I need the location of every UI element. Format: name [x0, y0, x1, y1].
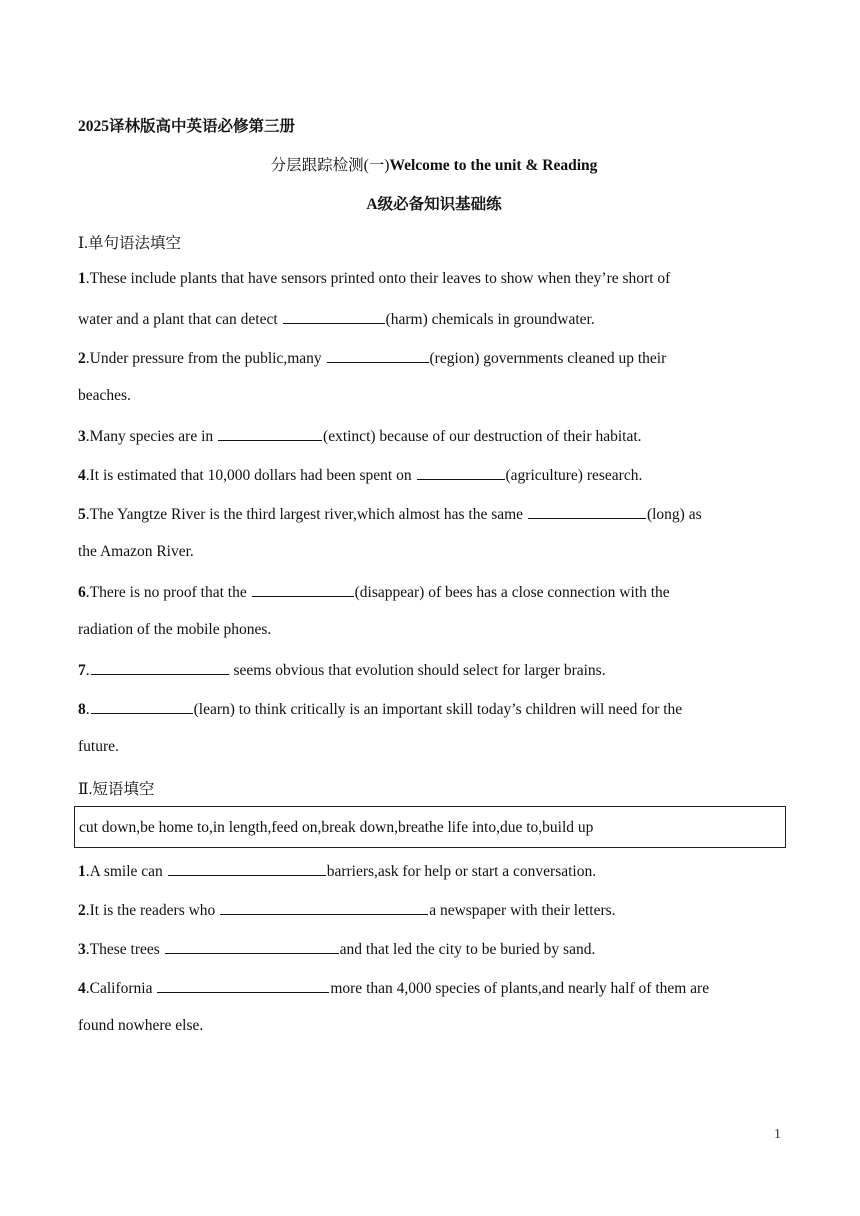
header-title: 2025译林版高中英语必修第三册: [78, 118, 296, 135]
question-text: .These trees: [85, 941, 164, 958]
question-text: .: [85, 662, 90, 679]
answer-blank[interactable]: [91, 660, 229, 675]
document-title-main: Welcome to the unit & Reading: [389, 157, 598, 174]
question-text: .A smile can: [85, 863, 167, 880]
level-title: A级必备知识基础练: [366, 196, 502, 213]
question-text: .Under pressure from the public,many: [85, 350, 326, 367]
question-text: barriers,ask for help or start a conversation.: [326, 863, 597, 880]
phrase-question-4-line-1: [78, 978, 709, 998]
answer-blank[interactable]: [157, 978, 329, 993]
question-number: 4: [78, 467, 86, 484]
question-number: 7: [78, 662, 86, 679]
answer-blank[interactable]: [283, 309, 385, 324]
question-text: .: [85, 701, 90, 718]
question-text: a newspaper with their letters.: [429, 902, 616, 919]
question-text: beaches.: [78, 387, 131, 404]
question-text: (extinct) because of our destruction of their habitat.: [323, 428, 642, 445]
question-number: 3: [78, 941, 86, 958]
answer-blank[interactable]: [417, 465, 505, 480]
phrase-bank-box: cut down,be home to,in length,feed on,break down,breathe life into,due to,build up: [74, 806, 786, 848]
answer-blank[interactable]: [168, 861, 326, 876]
question-number: 1: [78, 863, 86, 880]
question-number: 2: [78, 350, 86, 367]
question-text: (agriculture) research.: [505, 467, 643, 484]
question-text: water and a plant that can detect: [78, 311, 282, 328]
question-text: .The Yangtze River is the third largest river,which almost has the same: [85, 506, 527, 523]
document-title: [78, 153, 790, 175]
question-text: and that led the city to be buried by sand.: [339, 941, 596, 958]
question-5-line-2: [78, 543, 194, 561]
answer-blank[interactable]: [327, 348, 429, 363]
question-number: 8: [78, 701, 86, 718]
question-text: radiation of the mobile phones.: [78, 621, 272, 638]
question-4-line-1: [78, 465, 642, 485]
phrase-question-4-line-2: [78, 1017, 203, 1035]
question-6-line-2: [78, 621, 271, 639]
question-text: more than 4,000 species of plants,and nearly half of them are: [330, 980, 710, 997]
question-text: .California: [85, 980, 157, 997]
question-text: .These include plants that have sensors printed onto their leaves to show when they’re short of: [85, 270, 671, 287]
phrase-question-3-line-1: [78, 939, 595, 959]
question-8-line-1: [78, 699, 682, 719]
question-number: 4: [78, 980, 86, 997]
question-text: seems obvious that evolution should select for larger brains.: [229, 662, 606, 679]
answer-blank[interactable]: [218, 426, 322, 441]
answer-blank[interactable]: [252, 582, 354, 597]
question-text: .There is no proof that the: [85, 584, 251, 601]
answer-blank[interactable]: [220, 900, 428, 915]
question-text: (learn) to think critically is an important skill today’s children will need for the: [193, 701, 683, 718]
question-6-line-1: [78, 582, 670, 602]
question-number: 1: [78, 270, 86, 287]
question-text: .It is the readers who: [85, 902, 220, 919]
question-text: .Many species are in: [85, 428, 218, 445]
question-number: 3: [78, 428, 86, 445]
document-page: [78, 0, 790, 1216]
question-8-line-2: [78, 738, 119, 756]
phrase-question-1-line-1: [78, 861, 596, 881]
question-number: 2: [78, 902, 86, 919]
question-number: 6: [78, 584, 86, 601]
question-2-line-2: [78, 387, 131, 405]
phrase-question-2-line-1: [78, 900, 616, 920]
question-text: (long) as: [646, 506, 702, 523]
question-2-line-1: [78, 348, 666, 368]
section-heading-grammar: Ⅰ.单句语法填空: [78, 235, 181, 252]
question-1-line-2: [78, 309, 595, 329]
question-text: found nowhere else.: [78, 1017, 204, 1034]
question-text: (disappear) of bees has a close connection with the: [354, 584, 670, 601]
question-text: (harm) chemicals in groundwater.: [385, 311, 595, 328]
question-text: (region) governments cleaned up their: [429, 350, 667, 367]
answer-blank[interactable]: [91, 699, 193, 714]
answer-blank[interactable]: [528, 504, 646, 519]
question-text: the Amazon River.: [78, 543, 194, 560]
document-title-prefix: 分层跟踪检测(一): [270, 157, 390, 174]
question-5-line-1: [78, 504, 702, 524]
question-7-line-1: [78, 660, 606, 680]
question-3-line-1: [78, 426, 642, 446]
section-heading-phrases: Ⅱ.短语填空: [78, 781, 155, 798]
question-text: future.: [78, 738, 119, 755]
question-text: .It is estimated that 10,000 dollars had been spent on: [85, 467, 416, 484]
question-1-line-1: [78, 270, 670, 288]
answer-blank[interactable]: [165, 939, 339, 954]
page-number: 1: [774, 1127, 781, 1142]
question-number: 5: [78, 506, 86, 523]
